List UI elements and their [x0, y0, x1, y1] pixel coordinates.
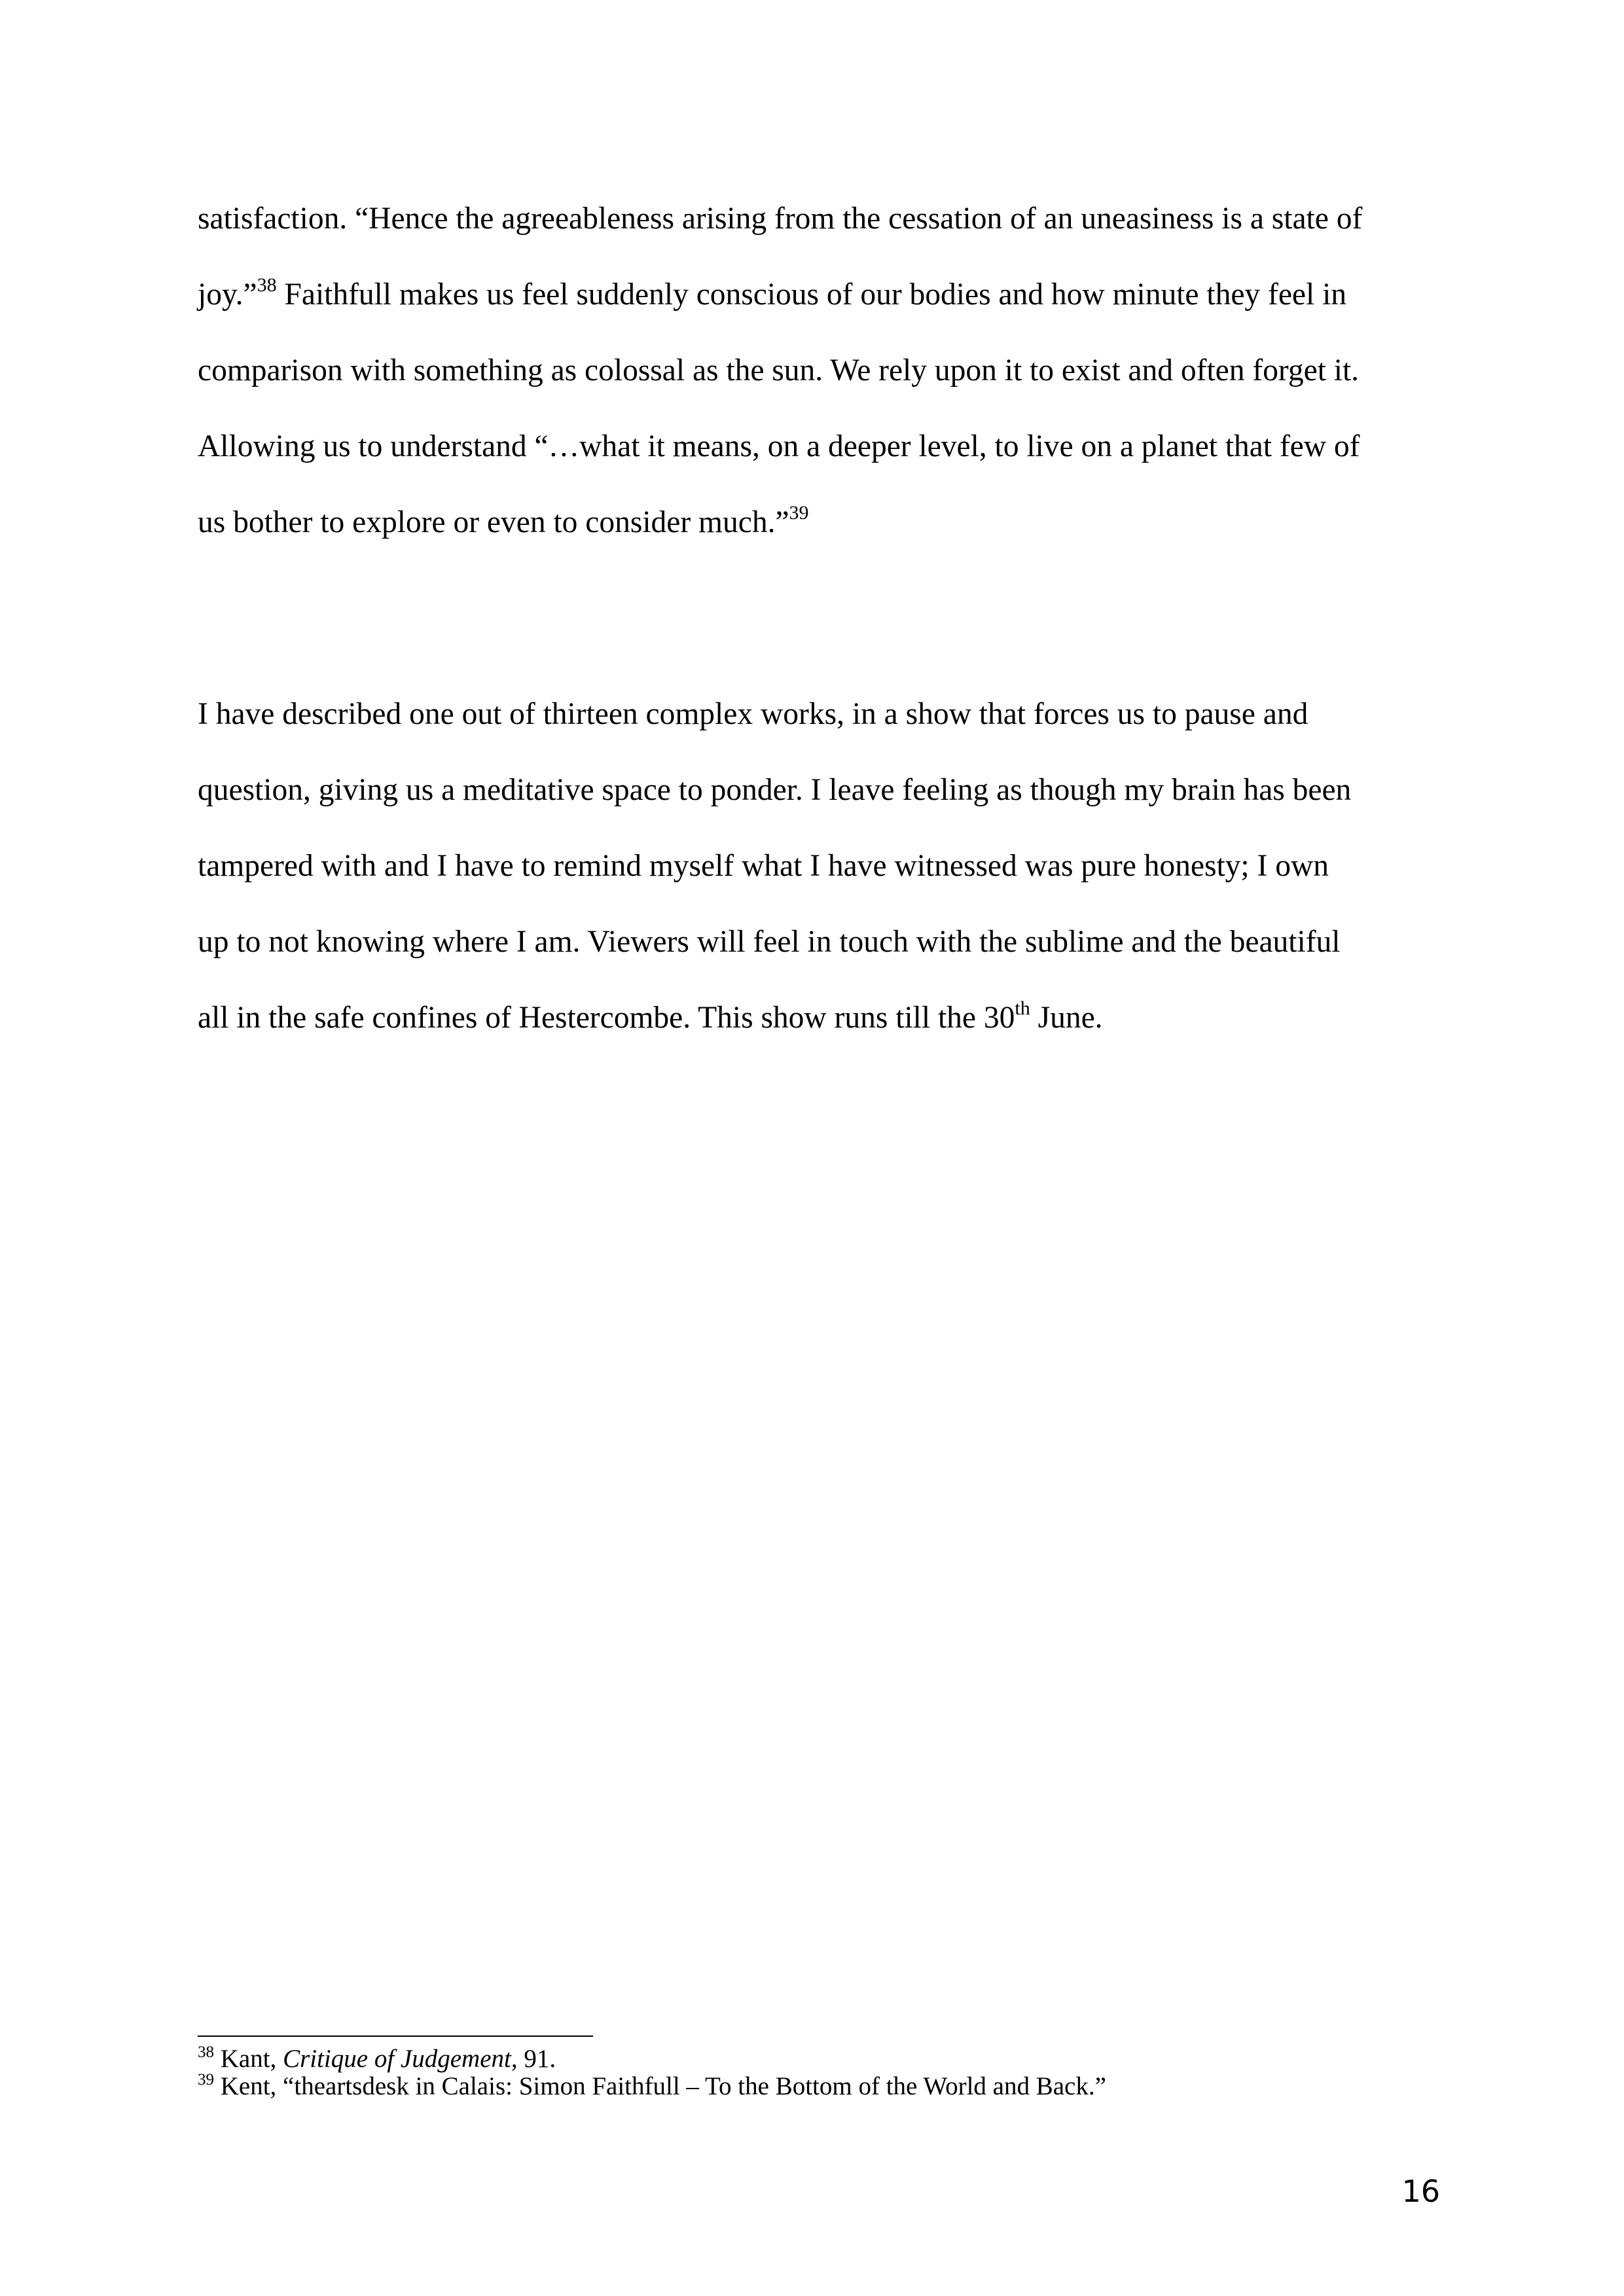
- text-line: satisfaction. “Hence the agreeableness arising from the cessation of an uneasiness is a state of: [198, 202, 1363, 236]
- text-span: joy.”: [198, 278, 257, 312]
- footnote-reference-38[interactable]: 38: [257, 274, 277, 296]
- footnote-39: [198, 2073, 1441, 2100]
- text-line: Allowing us to understand “…what it means, on a deeper level, to live on a planet that few of: [198, 429, 1360, 463]
- footnote-number: 39: [198, 2071, 214, 2089]
- text-line: up to not knowing where I am. Viewers will feel in touch with the sublime and the beautiful: [198, 925, 1341, 959]
- text-line: [198, 484, 1441, 560]
- body-paragraph-1: [198, 181, 1441, 560]
- text-line: comparison with something as colossal as the sun. We rely upon it to exist and often forget it.: [198, 353, 1360, 387]
- footnote-text: Kant,: [214, 2045, 283, 2073]
- text-line: question, giving us a meditative space to ponder. I leave feeling as though my brain has been: [198, 773, 1352, 807]
- footnote-38: [198, 2045, 1441, 2073]
- ordinal-superscript: th: [1015, 997, 1030, 1019]
- text-line: tampered with and I have to remind myself what I have witnessed was pure honesty; I own: [198, 849, 1329, 883]
- text-span: Faithfull makes us feel suddenly conscious of our bodies and how minute they feel in: [276, 278, 1347, 312]
- footnote-separator: [198, 2036, 593, 2037]
- footnote-text: Kent, “theartsdesk in Calais: Simon Faithfull – To the Bottom of the World and Back.”: [214, 2072, 1106, 2100]
- footnote-number: 38: [198, 2043, 214, 2061]
- footnote-title-italic: Critique of Judgement,: [283, 2045, 518, 2073]
- text-span: June.: [1030, 1001, 1103, 1035]
- text-line: [198, 257, 1441, 332]
- footnote-reference-39[interactable]: 39: [789, 502, 809, 524]
- footnote-text: 91.: [517, 2045, 556, 2073]
- text-line: [198, 980, 1441, 1056]
- footnotes: [198, 2045, 1441, 2100]
- text-span: us bother to explore or even to consider much.”: [198, 505, 789, 539]
- body-paragraph-2: [198, 676, 1441, 1056]
- text-line: I have described one out of thirteen complex works, in a show that forces us to pause and: [198, 697, 1308, 731]
- page-number: 16: [1401, 2174, 1440, 2209]
- text-span: all in the safe confines of Hestercombe. This show runs till the 30: [198, 1001, 1015, 1035]
